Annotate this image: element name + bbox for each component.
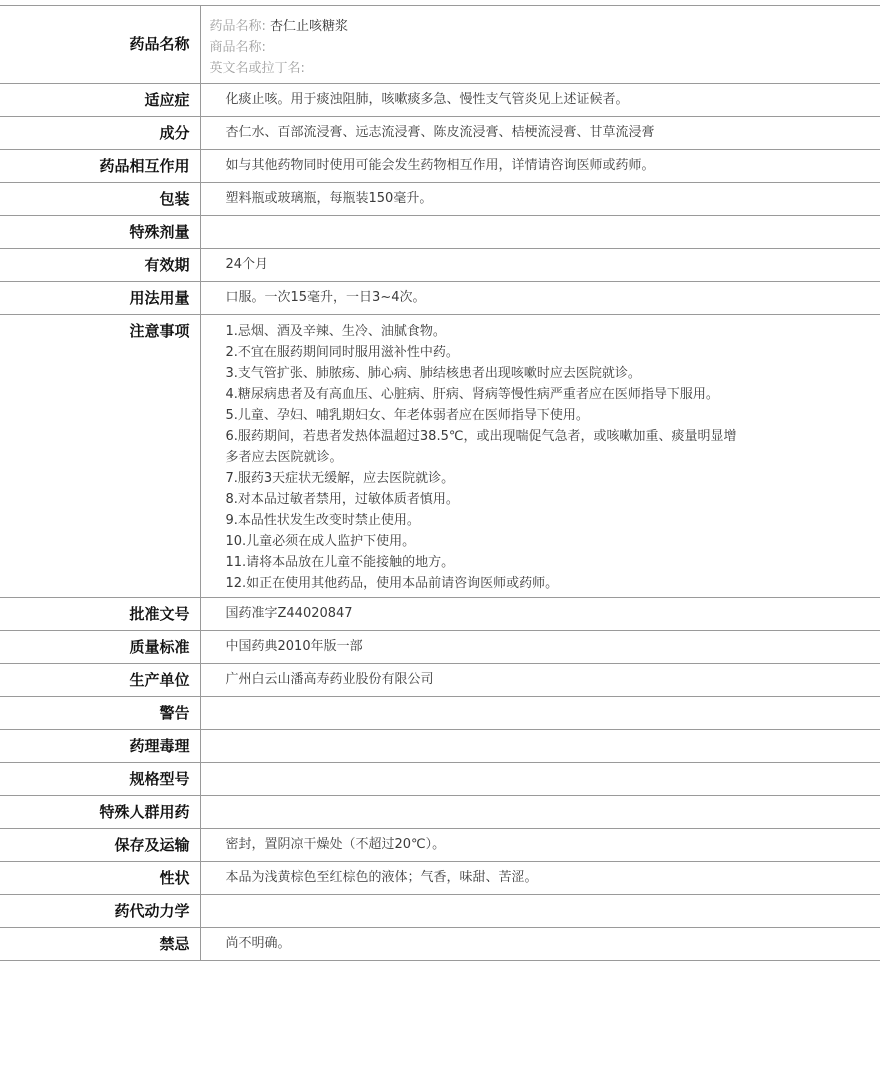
row-value bbox=[200, 216, 880, 249]
precaution-item: 7.服药3天症状无缓解，应去医院就诊。 bbox=[225, 471, 455, 486]
row-value: 广州白云山潘高寿药业股份有限公司 bbox=[225, 672, 434, 687]
row-special-dosage bbox=[0, 216, 880, 249]
row-label: 批准文号 bbox=[0, 598, 200, 631]
precaution-item: 5.儿童、孕妇、哺乳期妇女、年老体弱者应在医师指导下使用。 bbox=[225, 408, 589, 423]
row-label: 规格型号 bbox=[0, 763, 200, 796]
row-toxicology bbox=[0, 730, 880, 763]
precaution-item: 4.糖尿病患者及有高血压、心脏病、肝病、肾病等慢性病严重者应在医师指导下服用。 bbox=[225, 387, 719, 402]
row-warning bbox=[0, 697, 880, 730]
english-name-label: 英文名或拉丁名: bbox=[209, 61, 305, 76]
row-label: 有效期 bbox=[0, 249, 200, 282]
row-manufacturer bbox=[0, 664, 880, 697]
drug-info-table bbox=[0, 5, 880, 961]
row-approval bbox=[0, 598, 880, 631]
trade-name-label: 商品名称: bbox=[209, 40, 266, 55]
row-label: 药品名称 bbox=[0, 6, 200, 84]
row-drug-name bbox=[0, 6, 880, 84]
row-value bbox=[200, 697, 880, 730]
row-value: 24个月 bbox=[225, 257, 269, 272]
row-label: 包装 bbox=[0, 183, 200, 216]
row-label: 性状 bbox=[0, 862, 200, 895]
precaution-item: 6.服药期间，若患者发热体温超过38.5℃，或出现喘促气急者，或咳嗽加重、痰量明显增多者应去医院就诊。 bbox=[225, 429, 737, 465]
row-value: 塑料瓶或玻璃瓶，每瓶装150毫升。 bbox=[225, 191, 433, 206]
row-value bbox=[200, 763, 880, 796]
row-contraindications bbox=[0, 928, 880, 961]
row-storage bbox=[0, 829, 880, 862]
row-interactions bbox=[0, 150, 880, 183]
row-label: 生产单位 bbox=[0, 664, 200, 697]
row-appearance bbox=[0, 862, 880, 895]
row-validity bbox=[0, 249, 880, 282]
row-value bbox=[200, 6, 880, 84]
row-value: 密封，置阴凉干燥处（不超过20℃）。 bbox=[225, 837, 446, 852]
precaution-item: 3.支气管扩张、肺脓疡、肺心病、肺结核患者出现咳嗽时应去医院就诊。 bbox=[225, 366, 641, 381]
precaution-item: 9.本品性状发生改变时禁止使用。 bbox=[225, 513, 420, 528]
precaution-item: 11.请将本品放在儿童不能接触的地方。 bbox=[225, 555, 455, 570]
precaution-item: 10.儿童必须在成人监护下使用。 bbox=[225, 534, 416, 549]
row-quality bbox=[0, 631, 880, 664]
row-indications bbox=[0, 84, 880, 117]
row-value: 杏仁水、百部流浸膏、远志流浸膏、陈皮流浸膏、桔梗流浸膏、甘草流浸膏 bbox=[225, 125, 655, 140]
row-label: 警告 bbox=[0, 697, 200, 730]
drug-name-label: 药品名称: bbox=[209, 19, 266, 34]
row-value bbox=[200, 895, 880, 928]
row-value: 如与其他药物同时使用可能会发生药物相互作用，详情请咨询医师或药师。 bbox=[225, 158, 655, 173]
row-label: 药理毒理 bbox=[0, 730, 200, 763]
row-value: 本品为浅黄棕色至红棕色的液体；气香，味甜、苦涩。 bbox=[225, 870, 538, 885]
row-value bbox=[200, 730, 880, 763]
row-label: 特殊人群用药 bbox=[0, 796, 200, 829]
row-value: 国药准字Z44020847 bbox=[225, 606, 353, 621]
row-value: 尚不明确。 bbox=[225, 936, 291, 951]
row-label: 用法用量 bbox=[0, 282, 200, 315]
precaution-item: 12.如正在使用其他药品，使用本品前请咨询医师或药师。 bbox=[225, 576, 559, 591]
row-label: 药品相互作用 bbox=[0, 150, 200, 183]
precaution-item: 2.不宜在服药期间同时服用滋补性中药。 bbox=[225, 345, 459, 360]
row-specification bbox=[0, 763, 880, 796]
precaution-item: 8.对本品过敏者禁用，过敏体质者慎用。 bbox=[225, 492, 459, 507]
row-ingredients bbox=[0, 117, 880, 150]
row-label: 药代动力学 bbox=[0, 895, 200, 928]
drug-name-line bbox=[210, 16, 880, 37]
row-label: 特殊剂量 bbox=[0, 216, 200, 249]
drug-name-value: 杏仁止咳糖浆 bbox=[270, 19, 349, 34]
row-pharmacokinetics bbox=[0, 895, 880, 928]
row-label: 禁忌 bbox=[0, 928, 200, 961]
row-value: 化痰止咳。用于痰浊阻肺，咳嗽痰多急、慢性支气管炎见上述证候者。 bbox=[225, 92, 629, 107]
row-precautions bbox=[0, 315, 880, 598]
row-usage bbox=[0, 282, 880, 315]
row-label: 适应症 bbox=[0, 84, 200, 117]
row-value bbox=[200, 796, 880, 829]
row-label: 注意事项 bbox=[0, 315, 200, 598]
row-value bbox=[200, 315, 880, 598]
row-value: 口服。一次15毫升，一日3~4次。 bbox=[225, 290, 426, 305]
precaution-item: 1.忌烟、酒及辛辣、生冷、油腻食物。 bbox=[225, 324, 446, 339]
row-label: 质量标准 bbox=[0, 631, 200, 664]
row-value: 中国药典2010年版一部 bbox=[225, 639, 363, 654]
row-packaging bbox=[0, 183, 880, 216]
row-special-groups bbox=[0, 796, 880, 829]
row-label: 成分 bbox=[0, 117, 200, 150]
row-label: 保存及运输 bbox=[0, 829, 200, 862]
